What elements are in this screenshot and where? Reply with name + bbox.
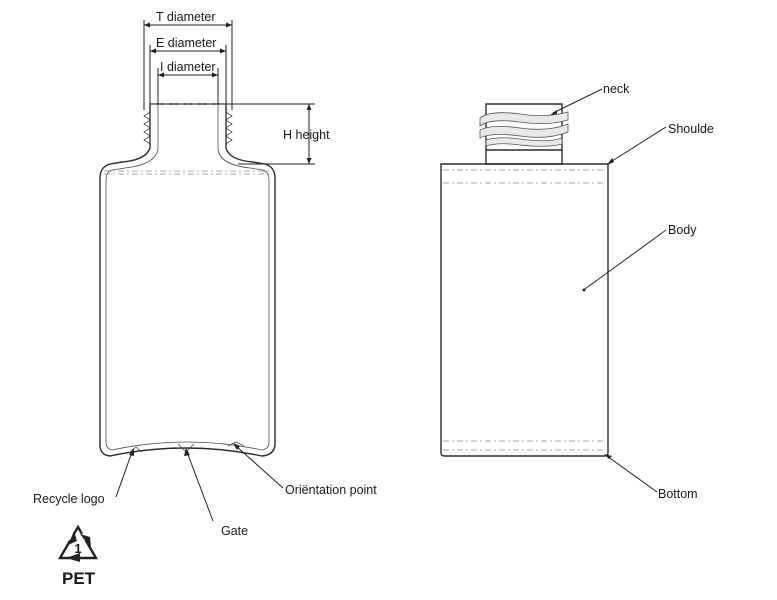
h-height-label: H height xyxy=(283,128,330,142)
neck-thread-left xyxy=(144,112,150,144)
neck-thread-right xyxy=(226,112,232,144)
recycle-code: 1 xyxy=(74,541,82,556)
orientation-point-label: Oriëntation point xyxy=(285,483,377,497)
shoulder-label: Shoulde xyxy=(668,122,714,136)
neck-label: neck xyxy=(603,82,630,96)
recycle-logo-leader xyxy=(116,452,132,497)
neck-thread-3 xyxy=(486,138,562,147)
bottom-label: Bottom xyxy=(658,487,698,501)
gate-leader xyxy=(187,452,213,521)
bottom-leader xyxy=(607,456,657,492)
e-diameter-label: E diameter xyxy=(156,36,217,50)
bottle-exterior-view xyxy=(441,104,608,456)
exterior-body-outline xyxy=(441,164,608,456)
section-inner-wall xyxy=(106,104,269,450)
neck-thread-2 xyxy=(480,124,568,138)
bottle-section-view xyxy=(100,104,275,456)
body-point xyxy=(583,289,586,292)
recycle-logo-label: Recycle logo xyxy=(33,492,105,506)
neck-leader xyxy=(553,89,602,113)
t-diameter-label: T diameter xyxy=(156,10,216,24)
exterior-neck-base xyxy=(486,150,562,164)
orientation-point-leader xyxy=(236,446,283,488)
i-diameter-label: I diameter xyxy=(160,60,216,74)
body-label: Body xyxy=(668,223,697,237)
body-leader xyxy=(585,230,666,289)
recycle-material-label: PET xyxy=(62,569,96,588)
recycle-symbol xyxy=(60,527,96,562)
gate-label: Gate xyxy=(221,524,249,538)
shoulder-leader xyxy=(609,127,666,163)
section-outer-outline xyxy=(100,104,275,456)
